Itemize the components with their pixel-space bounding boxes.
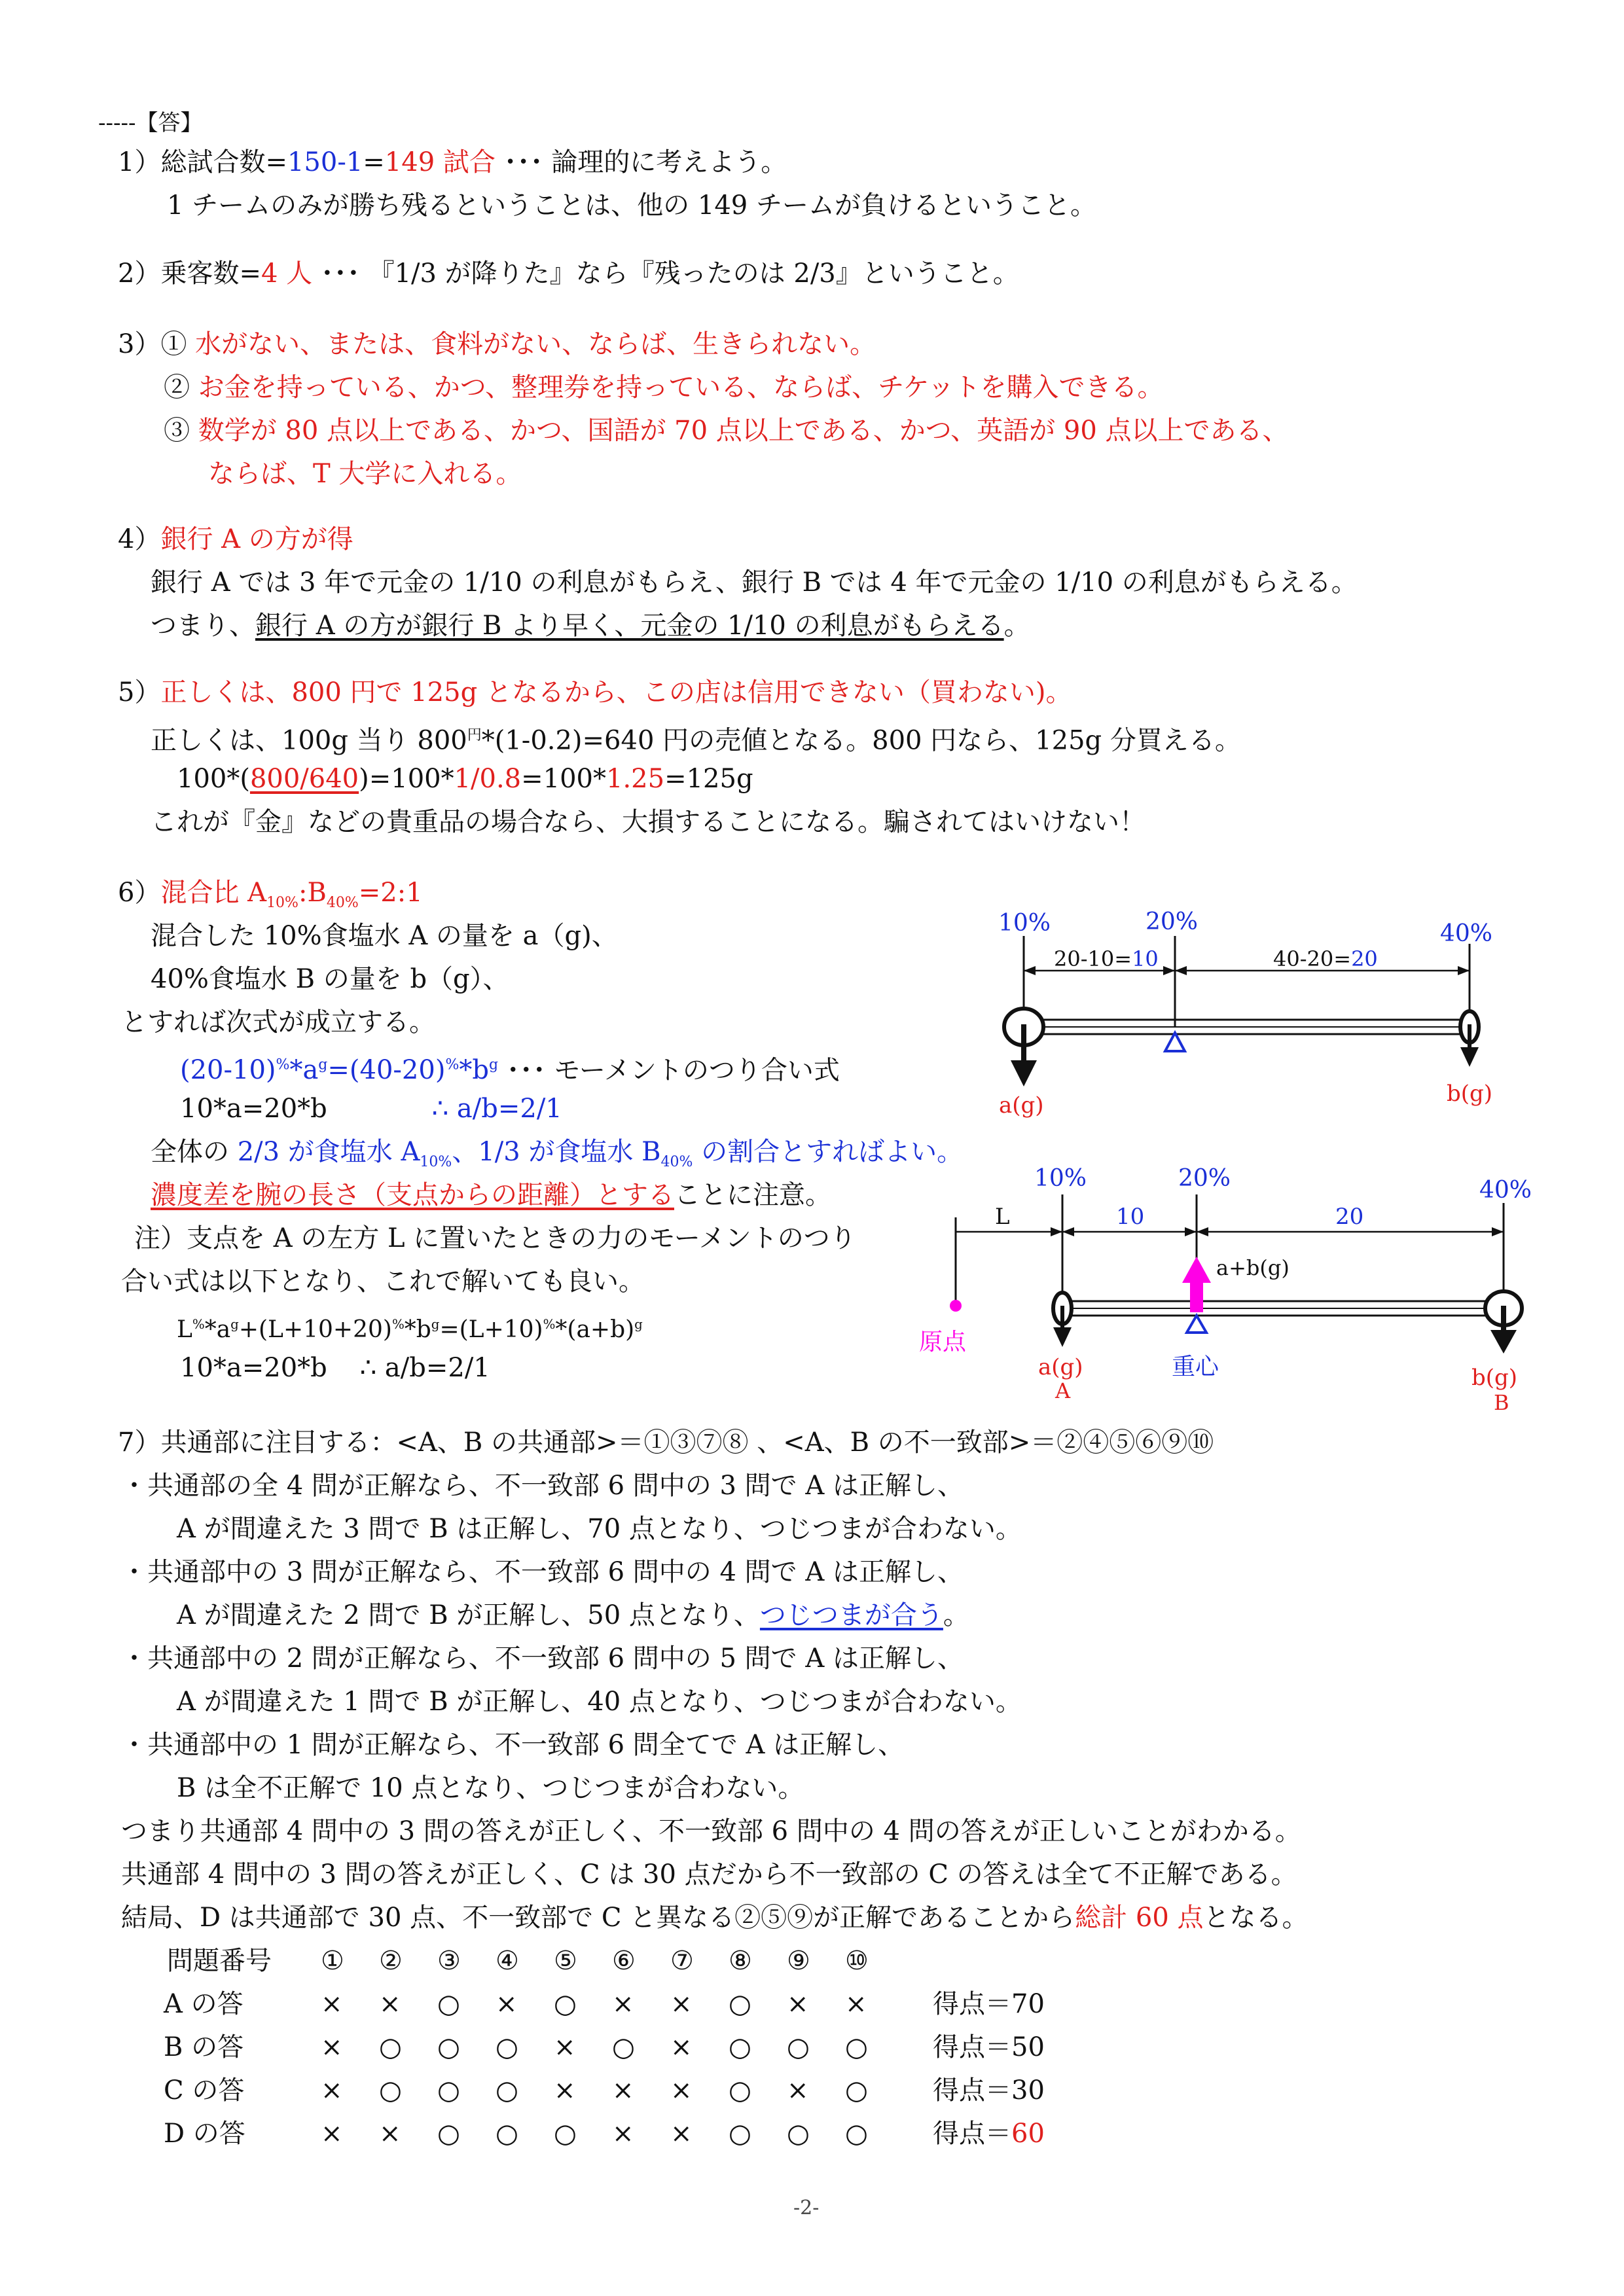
label-10pct: 10% [1034,1165,1087,1192]
answer-6-ratio: 全体の 2/3 が食塩水 $A_{10\%}$、1/3 が食塩水 $B_{40\%}$ の割合とすればよい。 [151,1137,964,1170]
arm-10: 10 [1116,1204,1145,1230]
row-label: B の答 [164,2032,244,2062]
table-cell: × [670,1989,693,2019]
table-cell: × [612,2075,634,2106]
case-4: ・共通部中の 1 問が正解なら、不一致部 6 問全てで A は正解し、 [121,1730,905,1760]
answer-3-3-cont: ならば、T 大学に入れる。 [208,459,522,489]
row-label: C の答 [164,2075,245,2106]
case-3-cont: A が間違えた 1 問で B が正解し、40 点となり、つじつまが合わない。 [177,1687,1022,1717]
answer-6-line4: とすれば次式が成立する。 [121,1007,435,1037]
table-cell: ○ [612,2032,635,2062]
answer-6-note: 濃度差を腕の長さ（支点からの距離）とすることに注意。 [151,1180,831,1210]
row-score: 得点＝50 [933,2032,1045,2062]
answer-3-3: ③ 数学が 80 点以上である、かつ、国語が 70 点以上である、かつ、英語が 90 点以上である、 [164,416,1289,446]
page-number: -2- [793,2197,820,2219]
table-cell: × [496,1989,518,2019]
answer-5: 5）正しくは、800 円で 125g となるから、この店は信用できない（買わない)。 [118,677,1072,708]
case-4-cont: B は全不正解で 10 点となり、つじつまが合わない。 [177,1773,804,1803]
case-2: ・共通部中の 3 問が正解なら、不一致部 6 問中の 4 問で A は正解し、 [121,1557,964,1587]
answer-6-remark: 注）支点を A の左方 L に置いたときの力のモーメントのつり [134,1223,856,1253]
conclusion-1: つまり共通部 4 問中の 3 問の答えが正しく、不一致部 6 問中の 4 問の答えが正しいことがわかる。 [121,1816,1301,1846]
table-cell: × [670,2075,693,2106]
table-cell: × [321,1989,343,2019]
table-cell: ○ [729,2075,751,2106]
table-cell: × [321,2119,343,2149]
case-1-cont: A が間違えた 3 問で B は正解し、70 点となり、つじつまが合わない。 [177,1514,1022,1544]
answer-3-2: ② お金を持っている、かつ、整理券を持っている、ならば、チケットを購入できる。 [164,372,1164,403]
weight-b: b(g) [1471,1365,1518,1391]
answer-5-line4: これが『金』などの貴重品の場合なら、大損することになる。騙されてはいけない！ [151,807,1146,837]
center-of-gravity-label: 重心 [1172,1354,1219,1380]
row-label: D の答 [164,2119,245,2149]
arm-label-right: 40-20=20 [1273,946,1378,971]
table-cell: ○ [437,2032,460,2062]
row-score: 得点＝30 [933,2075,1045,2106]
table-cell: × [612,2119,634,2149]
table-col-header: ⑥ [612,1946,636,1976]
table-col-header: ⑨ [787,1946,810,1976]
table-col-header: ⑦ [670,1946,694,1976]
table-cell: × [554,2032,576,2062]
table-cell: ○ [787,2032,810,2062]
label-40pct: 40% [1479,1177,1532,1204]
alt-moment-equation: $L^{\%}*a^g+(L+10+20)^{\%}*b^g=(L+10)^{\%}*(a+b)^g$ [177,1316,643,1343]
table-cell: ○ [554,1989,577,2019]
table-cell: ○ [379,2032,402,2062]
table-col-header: ⑧ [729,1946,752,1976]
table-cell: ○ [496,2032,518,2062]
table-cell: ○ [729,2032,751,2062]
answer-4-line3: つまり、銀行 A の方が銀行 B より早く、元金の 1/10 の利息がもらえる。 [151,611,1030,641]
row-score: 得点＝70 [933,1989,1045,2019]
section-header: -----【答】 [98,110,203,136]
weight-a: a(g) [999,1092,1044,1119]
answer-2: 2）乗客数=4 人 ･･･ 『1/3 が降りた』なら『残ったのは 2/3』ということ。 [118,259,1019,289]
answer-1: 1）総試合数=150-1=149 試合 ･･･ 論理的に考えよう。 [118,147,787,177]
answer-5-line2: 正しくは、100g 当り $800^円*(1-0.2)=640$ 円の売値となる。800 円なら、125g 分買える。 [151,725,1241,756]
moment-equation: $(20-10)^{\%}*a^g=(40-20)^{\%}*b^g$ ･･･ モーメントのつり合い式 [180,1055,840,1086]
table-cell: ○ [845,2075,868,2106]
table-cell: × [670,2119,693,2149]
arm-L: L [995,1204,1010,1230]
answer-4-line2: 銀行 A では 3 年で元金の 1/10 の利息がもらえ、銀行 B では 4 年で元金の 1/10 の利息がもらえる。 [151,567,1358,598]
table-cell: ○ [729,1989,751,2019]
table-cell: ○ [379,2075,402,2106]
answer-5-formula: 100*(800/640)=100*1/0.8=100*1.25=125g [177,764,753,794]
row-score: 得点＝60 [933,2119,1045,2149]
alt-ratio-result: 10*a=20*b ∴ a/b=2/1 [180,1353,490,1383]
answer-6-remark-cont: 合い式は以下となり、これで解いても良い。 [121,1266,645,1297]
answer-3-1: 3）① 水がない、または、食料がない、ならば、生きられない。 [118,329,876,359]
label-20pct: 20% [1178,1165,1231,1192]
table-cell: × [787,1989,809,2019]
answer-6: 6）混合比 $A_{10\%}:B_{40\%}=2:1$ [118,878,423,911]
case-2-cont: A が間違えた 2 問で B が正解し、50 点となり、つじつまが合う。 [177,1600,969,1630]
table-col-header: ② [379,1946,403,1976]
case-3: ・共通部中の 2 問が正解なら、不一致部 6 問中の 5 問で A は正解し、 [121,1643,964,1674]
point-A: A [1055,1378,1071,1403]
table-cell: × [554,2075,576,2106]
label-20pct: 20% [1146,908,1199,935]
label-40pct: 40% [1440,920,1493,947]
arm-20: 20 [1335,1204,1364,1230]
weight-a: a(g) [1038,1354,1083,1380]
table-cell: × [379,1989,401,2019]
answer-6-line2: 混合した 10%食塩水 A の量を a（g)、 [151,921,618,951]
table-cell: × [670,2032,693,2062]
table-cell: ○ [437,1989,460,2019]
table-cell: ○ [729,2119,751,2149]
table-header-label: 問題番号 [167,1946,272,1976]
table-col-header: ④ [496,1946,519,1976]
case-1: ・共通部の全 4 問が正解なら、不一致部 6 問中の 3 問で A は正解し、 [121,1471,964,1501]
weight-b: b(g) [1447,1081,1493,1107]
table-col-header: ③ [437,1946,461,1976]
table-cell: ○ [496,2119,518,2149]
table-col-header: ⑤ [554,1946,577,1976]
table-cell: ○ [787,2119,810,2149]
table-cell: ○ [496,2075,518,2106]
table-cell: ○ [437,2119,460,2149]
table-cell: ○ [845,2032,868,2062]
origin-label: 原点 [919,1329,967,1355]
table-cell: ○ [437,2075,460,2106]
label-10pct: 10% [998,910,1051,937]
table-cell: × [787,2075,809,2106]
conclusion-2: 共通部 4 問中の 3 問の答えが正しく、C は 30 点だから不一致部の C の答えは全て不正解である。 [121,1859,1297,1890]
sum-weight: a+b(g) [1216,1255,1290,1280]
point-B: B [1494,1390,1509,1415]
conclusion-3: 結局、D は共通部で 30 点、不一致部で C と異なる②⑤⑨が正解であることから総計 60 点となる。 [121,1903,1308,1933]
table-col-header: ⑩ [845,1946,869,1976]
table-cell: ○ [845,2119,868,2149]
answer-4: 4）銀行 A の方が得 [118,524,353,554]
answer-7: 7）共通部に注目する：<A、B の共通部>＝①③⑦⑧ 、<A、B の不一致部>＝②④⑤⑥⑨⑩ [118,1427,1214,1458]
table-cell: × [379,2119,401,2149]
answer-1-explanation: 1 チームのみが勝ち残るということは、他の 149 チームが負けるということ。 [167,190,1096,221]
table-col-header: ① [321,1946,344,1976]
table-cell: ○ [554,2119,577,2149]
table-cell: × [612,1989,634,2019]
table-cell: × [321,2075,343,2106]
ratio-result: 10*a=20*b ∴ a/b=2/1 [180,1094,562,1124]
answer-6-line3: 40%食塩水 B の量を b（g）、 [151,964,509,994]
arm-label-left: 20-10=10 [1054,946,1159,971]
row-label: A の答 [164,1989,244,2019]
table-cell: × [321,2032,343,2062]
table-cell: × [845,1989,867,2019]
